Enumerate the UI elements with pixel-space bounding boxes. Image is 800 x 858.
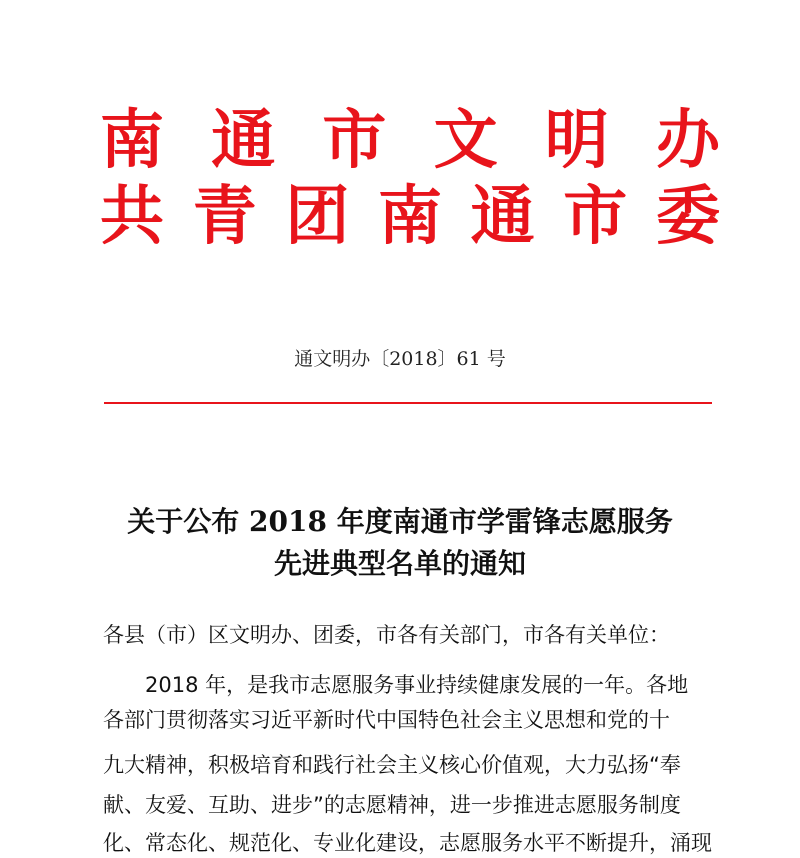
issuer-name-line-2 (100, 180, 720, 254)
issuer-char: 文 (433, 103, 498, 178)
red-divider (104, 402, 712, 404)
document-number: 通文明办〔2018〕61 号 (294, 348, 506, 370)
issuer-char: 团 (285, 179, 350, 254)
issuer-char: 通 (211, 103, 276, 178)
issuer-char: 办 (655, 103, 720, 178)
body-text-line: 献、友爱、互助、进步”的志愿精神，进一步推进志愿服务制度 (103, 793, 681, 817)
salutation: 各县（市）区文明办、团委，市各有关部门，市各有关单位： (103, 623, 670, 647)
document-title-line-1: 关于公布 2018 年度南通市学雷锋志愿服务 (127, 505, 673, 538)
document-title-line-2: 先进典型名单的通知 (273, 547, 526, 580)
body-text-line: 各部门贯彻落实习近平新时代中国特色社会主义思想和党的十 (103, 708, 670, 732)
body-text-line: 化、常态化、规范化、专业化建设，志愿服务水平不断提升，涌现 (103, 831, 712, 855)
issuer-char: 市 (322, 103, 387, 178)
issuer-char: 通 (470, 179, 535, 254)
issuer-char: 南 (377, 179, 442, 254)
body-text-line: 九大精神，积极培育和践行社会主义核心价值观，大力弘扬“奉 (103, 753, 681, 777)
body-text-line: 2018 年，是我市志愿服务事业持续健康发展的一年。各地 (103, 673, 689, 697)
issuer-char: 共 (100, 179, 164, 254)
issuer-char: 委 (655, 179, 720, 254)
issuer-char: 南 (100, 103, 164, 178)
issuer-name-line-1 (100, 104, 720, 178)
issuer-char: 市 (563, 179, 628, 254)
issuer-char: 青 (192, 179, 257, 254)
issuer-char: 明 (544, 103, 609, 178)
